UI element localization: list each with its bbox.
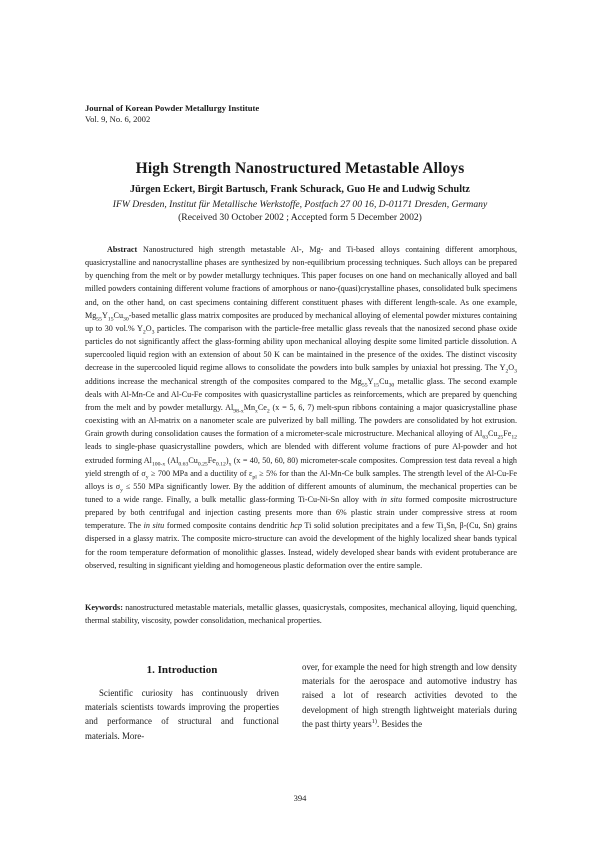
intro-right-text: over, for example the need for high strength and low density materials for the aerospace and automotive industry has raised a lot of research activities devoted to the development of high strength lightweight materials during the past thirty years bbox=[302, 662, 517, 729]
subscript: 55 bbox=[361, 382, 368, 389]
abstract-text: Y bbox=[101, 310, 108, 320]
subscript: 3 bbox=[514, 369, 517, 376]
abstract-text: ≤ 550 MPa significantly lower. By the addition of different amounts of aluminum, the mechanical properties can be tuned to a wide range. Finally, a bulk metallic glass-forming Ti-Cu-Ni-Sn alloy with bbox=[85, 481, 517, 504]
intro-left-column: Scientific curiosity has continuously driven materials scientists towards improving the properties and performance of structural and functional materials. More- bbox=[85, 688, 279, 741]
abstract-text: O bbox=[145, 323, 152, 333]
intro-right-column bbox=[302, 660, 517, 731]
abstract-text: Fe bbox=[503, 429, 512, 439]
subscript: 25 bbox=[497, 434, 504, 441]
subscript: 15 bbox=[373, 382, 380, 389]
journal-name: Journal of Korean Powder Metallurgy Institute bbox=[85, 103, 260, 113]
subscript: y bbox=[120, 487, 123, 494]
subscript: 55 bbox=[96, 316, 102, 323]
subscript: pl bbox=[252, 474, 257, 481]
subscript: 2 bbox=[266, 408, 270, 415]
abstract-text: formed composite microstructure prepared by both centrifugal and injection casting presents more than 6% plastic strain under compressive stress at room temperature. The bbox=[85, 494, 517, 531]
subscript: 0.25 bbox=[197, 461, 208, 468]
subscript: 2 bbox=[505, 369, 509, 376]
subscript: 3 bbox=[151, 329, 155, 336]
italic-term: hcp bbox=[290, 521, 302, 531]
abstract-text: Mn bbox=[243, 402, 256, 412]
italic-term: in situ bbox=[380, 494, 403, 504]
abstract-text: (x = 5, 6, 7) melt-spun ribbons containing a major quasicrystalline phase coexisting with an Al-matrix on a nanometer scale are pulverized by ball milling. The powders are consolidated by hot extrusion. Grain growth during consolidation causes the formation of a micrometer-scale microstructure. Mechanical alloying of Al bbox=[85, 402, 517, 439]
subscript: x bbox=[255, 408, 258, 415]
abstract-text: Cu bbox=[488, 429, 498, 439]
abstract-text: (x = 40, 50, 60, 80) micrometer-scale composites. Compression test data reveal a high yield strength of σ bbox=[85, 455, 517, 478]
abstract-text: ) bbox=[225, 455, 229, 465]
keywords-paragraph bbox=[85, 601, 517, 627]
subscript: 12 bbox=[511, 434, 517, 441]
abstract-text: Ce bbox=[257, 402, 267, 412]
abstract-text: particles. The comparison with the particle-free metallic glass reveals that the nanosized second phase oxide particles do not significantly affect the glass-forming ability upon mechanical alloying despite some limited particle dissolution. A supercooled liquid region with an extension of about 50 K can be maintained in the presence of the oxides. The distinct viscosity decrease in the supercooled liquid regime allows to consolidate the powders into bulk samples by uniaxial hot pressing. The Y bbox=[85, 323, 517, 373]
abstract-text: Ti solid solution precipitates and a few Ti bbox=[301, 521, 444, 531]
subscript: 98-x bbox=[233, 408, 244, 415]
page-number: 394 bbox=[293, 793, 307, 803]
subscript: 30 bbox=[388, 382, 395, 389]
subscript: 100-x bbox=[151, 461, 166, 468]
abstract-text: Y bbox=[367, 376, 374, 386]
abstract-text: additions increase the mechanical strength of the composites compared to the Mg bbox=[85, 376, 362, 386]
subscript: 63 bbox=[482, 434, 489, 441]
reference-marker: 1) bbox=[371, 717, 377, 725]
abstract-text: Sn, β-(Cu, Sn) grains dispersed in a glassy matrix. The composite micro-structure can avoid the development of the highly localized shear bands typical for the room temperature deformation of monolithic glasses. Instead, widely developed shear bands with evident protuberance are observed, resulting in significant yielding and homogeneous plastic deformation over the entire sample. bbox=[85, 521, 517, 570]
abstract-text: O bbox=[508, 363, 515, 373]
article-authors: Jürgen Eckert, Birgit Bartusch, Frank Schurack, Guo He and Ludwig Schultz bbox=[130, 184, 470, 195]
abstract-text: Fe bbox=[207, 455, 216, 465]
abstract-text: Cu bbox=[379, 376, 389, 386]
article-title: High Strength Nanostructured Metastable Alloys bbox=[135, 160, 465, 177]
abstract-text: leads to single-phase quasicrystalline powders, which are blended with different volume fractions of pure Al-powder and hot extruded forming Al bbox=[85, 442, 517, 465]
keywords-text: nanostructured metastable materials, metallic glasses, quasicrystals, composites, mechanical alloying, liquid quenching, thermal stability, viscosity, powder consolidation, mechanical properties. bbox=[85, 603, 517, 625]
journal-header bbox=[85, 103, 259, 125]
abstract-text: formed composite contains dendritic bbox=[164, 521, 291, 531]
intro-right-text: . Besides the bbox=[376, 718, 423, 729]
article-affiliation: IFW Dresden, Institut für Metallische Werkstoffe, Postfach 27 00 16, D-01171 Dresden, Germany bbox=[112, 199, 488, 210]
subscript: 2 bbox=[142, 329, 146, 336]
abstract-text: Nanostructured high strength metastable Al-, Mg- and Ti-based alloys containing different amorphous, quasicrystalline and nanocrystalline phases are synthesized by non-equilibrium processing techniques. Such alloys can be prepared by quenching from the melt or by powder metallurgy techniques. This paper focuses on one hand on mechanically alloyed and ball milled powders containing different volume fractions of amorphous or nano-(quasi)crystalline phases, consolidated bulk specimens and, on the other hand, on cast specimens containing different constituent phases with different length-scale. As one example, Mg bbox=[85, 245, 517, 320]
received-dates: (Received 30 October 2002 ; Accepted form 5 December 2002) bbox=[178, 212, 422, 223]
subscript: 15 bbox=[107, 316, 114, 323]
subscript: x bbox=[228, 461, 232, 468]
section-heading-introduction: 1. Introduction bbox=[146, 664, 218, 676]
subscript: 0.63 bbox=[178, 461, 189, 468]
subscript: 0.12 bbox=[215, 461, 226, 468]
italic-term: in situ bbox=[143, 521, 165, 531]
abstract-text: ≥ 5% for than the Al-Mn-Ce bulk samples. The strength level of the Al-Cu-Fe alloys is σ bbox=[85, 468, 517, 491]
abstract-text: ≥ 700 MPa and a ductility of ε bbox=[148, 468, 253, 478]
keywords-label: Keywords: bbox=[85, 603, 123, 612]
abstract-text: Cu bbox=[113, 310, 124, 320]
abstract-label: Abstract bbox=[107, 245, 138, 254]
abstract-paragraph bbox=[85, 243, 517, 572]
abstract-text: metallic glass. The second example deals with Al-Mn-Ce and Al-Cu-Fe composites with quasicrystalline particles as reinforcements, which are prepared by quenching from the melt and by powder metallurgy. Al bbox=[85, 376, 517, 412]
journal-volume: Vol. 9, No. 6, 2002 bbox=[85, 114, 151, 124]
subscript: y bbox=[145, 474, 149, 481]
subscript: 3 bbox=[443, 526, 447, 533]
abstract-text: (Al bbox=[165, 455, 179, 465]
abstract-text: Cu bbox=[188, 455, 198, 465]
subscript: 30 bbox=[123, 316, 129, 323]
abstract-text: -based metallic glass matrix composites are produced by mechanical alloying of elemental powder mixtures containing up to 30 vol.% Y bbox=[85, 310, 517, 333]
